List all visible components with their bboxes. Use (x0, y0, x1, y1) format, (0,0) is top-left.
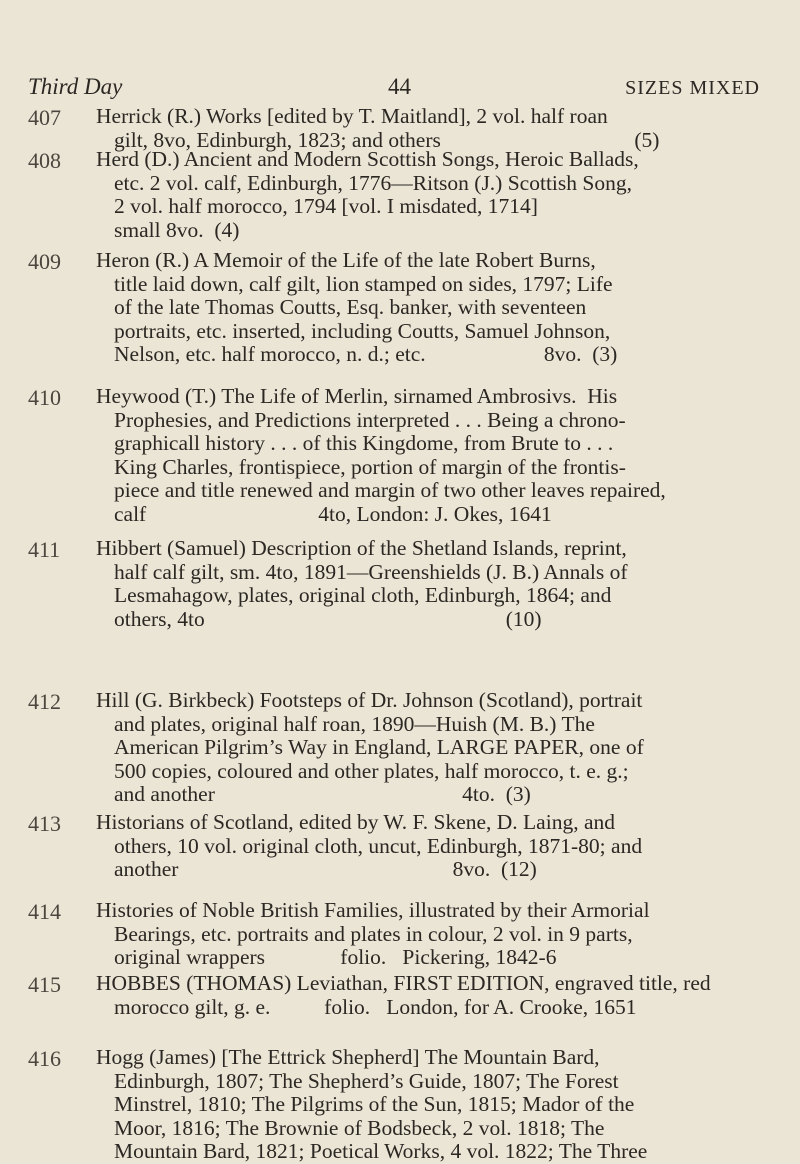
page-number: 44 (388, 74, 411, 99)
lot-description (96, 105, 771, 152)
lot-description-line: piece and title renewed and margin of two other leaves repaired, (114, 478, 666, 502)
lot-description (96, 899, 771, 970)
lot-description-line: American Pilgrim’s Way in England, LARGE PAPER, one of (114, 735, 644, 759)
running-head-left: Third Day (28, 74, 123, 99)
running-head-right: SIZES MIXED (625, 77, 760, 99)
lot-description-line: Lesmahagow, plates, original cloth, Edinburgh, 1864; and (114, 583, 612, 607)
lot-description-line: Prophesies, and Predictions interpreted . . . Being a chrono- (114, 407, 626, 432)
lot-number: 408 (28, 148, 61, 173)
lot-description-line: Hogg (James) [The Ettrick Shepherd] The Mountain Bard, (96, 1045, 600, 1069)
lot-number: 411 (28, 537, 61, 562)
lot-description (96, 1046, 771, 1164)
lot-description-line: and plates, original half roan, 1890—Huish (M. B.) The (114, 711, 595, 736)
lot-number: 414 (28, 899, 61, 924)
lot-description-line: Minstrel, 1810; The Pilgrims of the Sun, 1815; Mador of the (114, 1092, 635, 1116)
lot-description (96, 689, 771, 807)
lot-description-line: graphicall history . . . of this Kingdome, from Brute to . . . (114, 431, 614, 455)
lot-description-line: HOBBES (THOMAS) Leviathan, FIRST EDITION, engraved title, red (96, 971, 711, 995)
lot-description-line: Herrick (R.) Works [edited by T. Maitland], 2 vol. half roan (96, 104, 608, 128)
lot-description-line: Heywood (T.) The Life of Merlin, sirnamed Ambrosivs. His (96, 384, 618, 408)
lot-description-line: others, 4to (10) (114, 606, 542, 631)
lot-number: 410 (28, 385, 61, 410)
lot-description (96, 972, 771, 1019)
lot-description-line: gilt, 8vo, Edinburgh, 1823; and others (5) (114, 127, 660, 152)
lot-description-line: Bearings, etc. portraits and plates in colour, 2 vol. in 9 parts, (114, 921, 633, 946)
lot-number: 416 (28, 1046, 61, 1071)
lot-description (96, 249, 771, 367)
lot-description (96, 811, 771, 882)
lot-description-line: Mountain Bard, 1821; Poetical Works, 4 vol. 1822; The Three (114, 1139, 648, 1163)
lot-description-line: etc. 2 vol. calf, Edinburgh, 1776—Ritson (J.) Scottish Song, (114, 170, 632, 195)
lot-description-line: Nelson, etc. half morocco, n. d.; etc. 8vo. (3) (114, 342, 618, 366)
lot-description-line: small 8vo. (4) (114, 217, 240, 242)
lot-number: 409 (28, 249, 61, 274)
lot-description-line: another 8vo. (12) (114, 857, 537, 881)
lot-description-line: Hill (G. Birkbeck) Footsteps of Dr. Johnson (Scotland), portrait (96, 688, 643, 712)
lot-description-line: of the late Thomas Coutts, Esq. banker, with seventeen (114, 295, 587, 319)
lot-description-line: half calf gilt, sm. 4to, 1891—Greenshields (J. B.) Annals of (114, 559, 628, 584)
lot-number: 413 (28, 811, 61, 836)
lot-number: 415 (28, 972, 61, 997)
lot-number: 412 (28, 689, 61, 714)
lot-description-line: Edinburgh, 1807; The Shepherd’s Guide, 1807; The Forest (114, 1068, 619, 1093)
lot-description-line: title laid down, calf gilt, lion stamped on sides, 1797; Life (114, 271, 613, 296)
page-header (28, 74, 760, 104)
lot-description-line: Histories of Noble British Families, illustrated by their Armorial (96, 898, 650, 922)
lot-description-line: Moor, 1816; The Brownie of Bodsbeck, 2 vol. 1818; The (114, 1115, 605, 1140)
lot-description-line: Heron (R.) A Memoir of the Life of the late Robert Burns, (96, 248, 596, 272)
lot-description (96, 385, 771, 526)
lot-description-line: 2 vol. half morocco, 1794 [vol. I misdated, 1714] (114, 194, 538, 218)
lot-description-line: original wrappers folio. Pickering, 1842-6 (114, 945, 557, 969)
lot-description-line: 500 copies, coloured and other plates, half morocco, t. e. g.; (114, 758, 629, 783)
lot-description-line: Herd (D.) Ancient and Modern Scottish Songs, Heroic Ballads, (96, 147, 639, 171)
lot-description (96, 537, 771, 631)
lot-description-line: Hibbert (Samuel) Description of the Shetland Islands, reprint, (96, 536, 627, 560)
lot-description-line: morocco gilt, g. e. folio. London, for A. Crooke, 1651 (114, 994, 637, 1019)
lot-description (96, 148, 771, 242)
lot-description-line: others, 10 vol. original cloth, uncut, Edinburgh, 1871-80; and (114, 833, 643, 858)
lot-description-line: calf 4to, London: J. Okes, 1641 (114, 501, 552, 526)
lot-number: 407 (28, 105, 61, 130)
lot-description-line: Historians of Scotland, edited by W. F. Skene, D. Laing, and (96, 810, 615, 834)
lot-description-line: and another 4to. (3) (114, 782, 531, 806)
lot-description-line: portraits, etc. inserted, including Coutts, Samuel Johnson, (114, 318, 611, 343)
lot-description-line: King Charles, frontispiece, portion of margin of the frontis- (114, 454, 626, 479)
